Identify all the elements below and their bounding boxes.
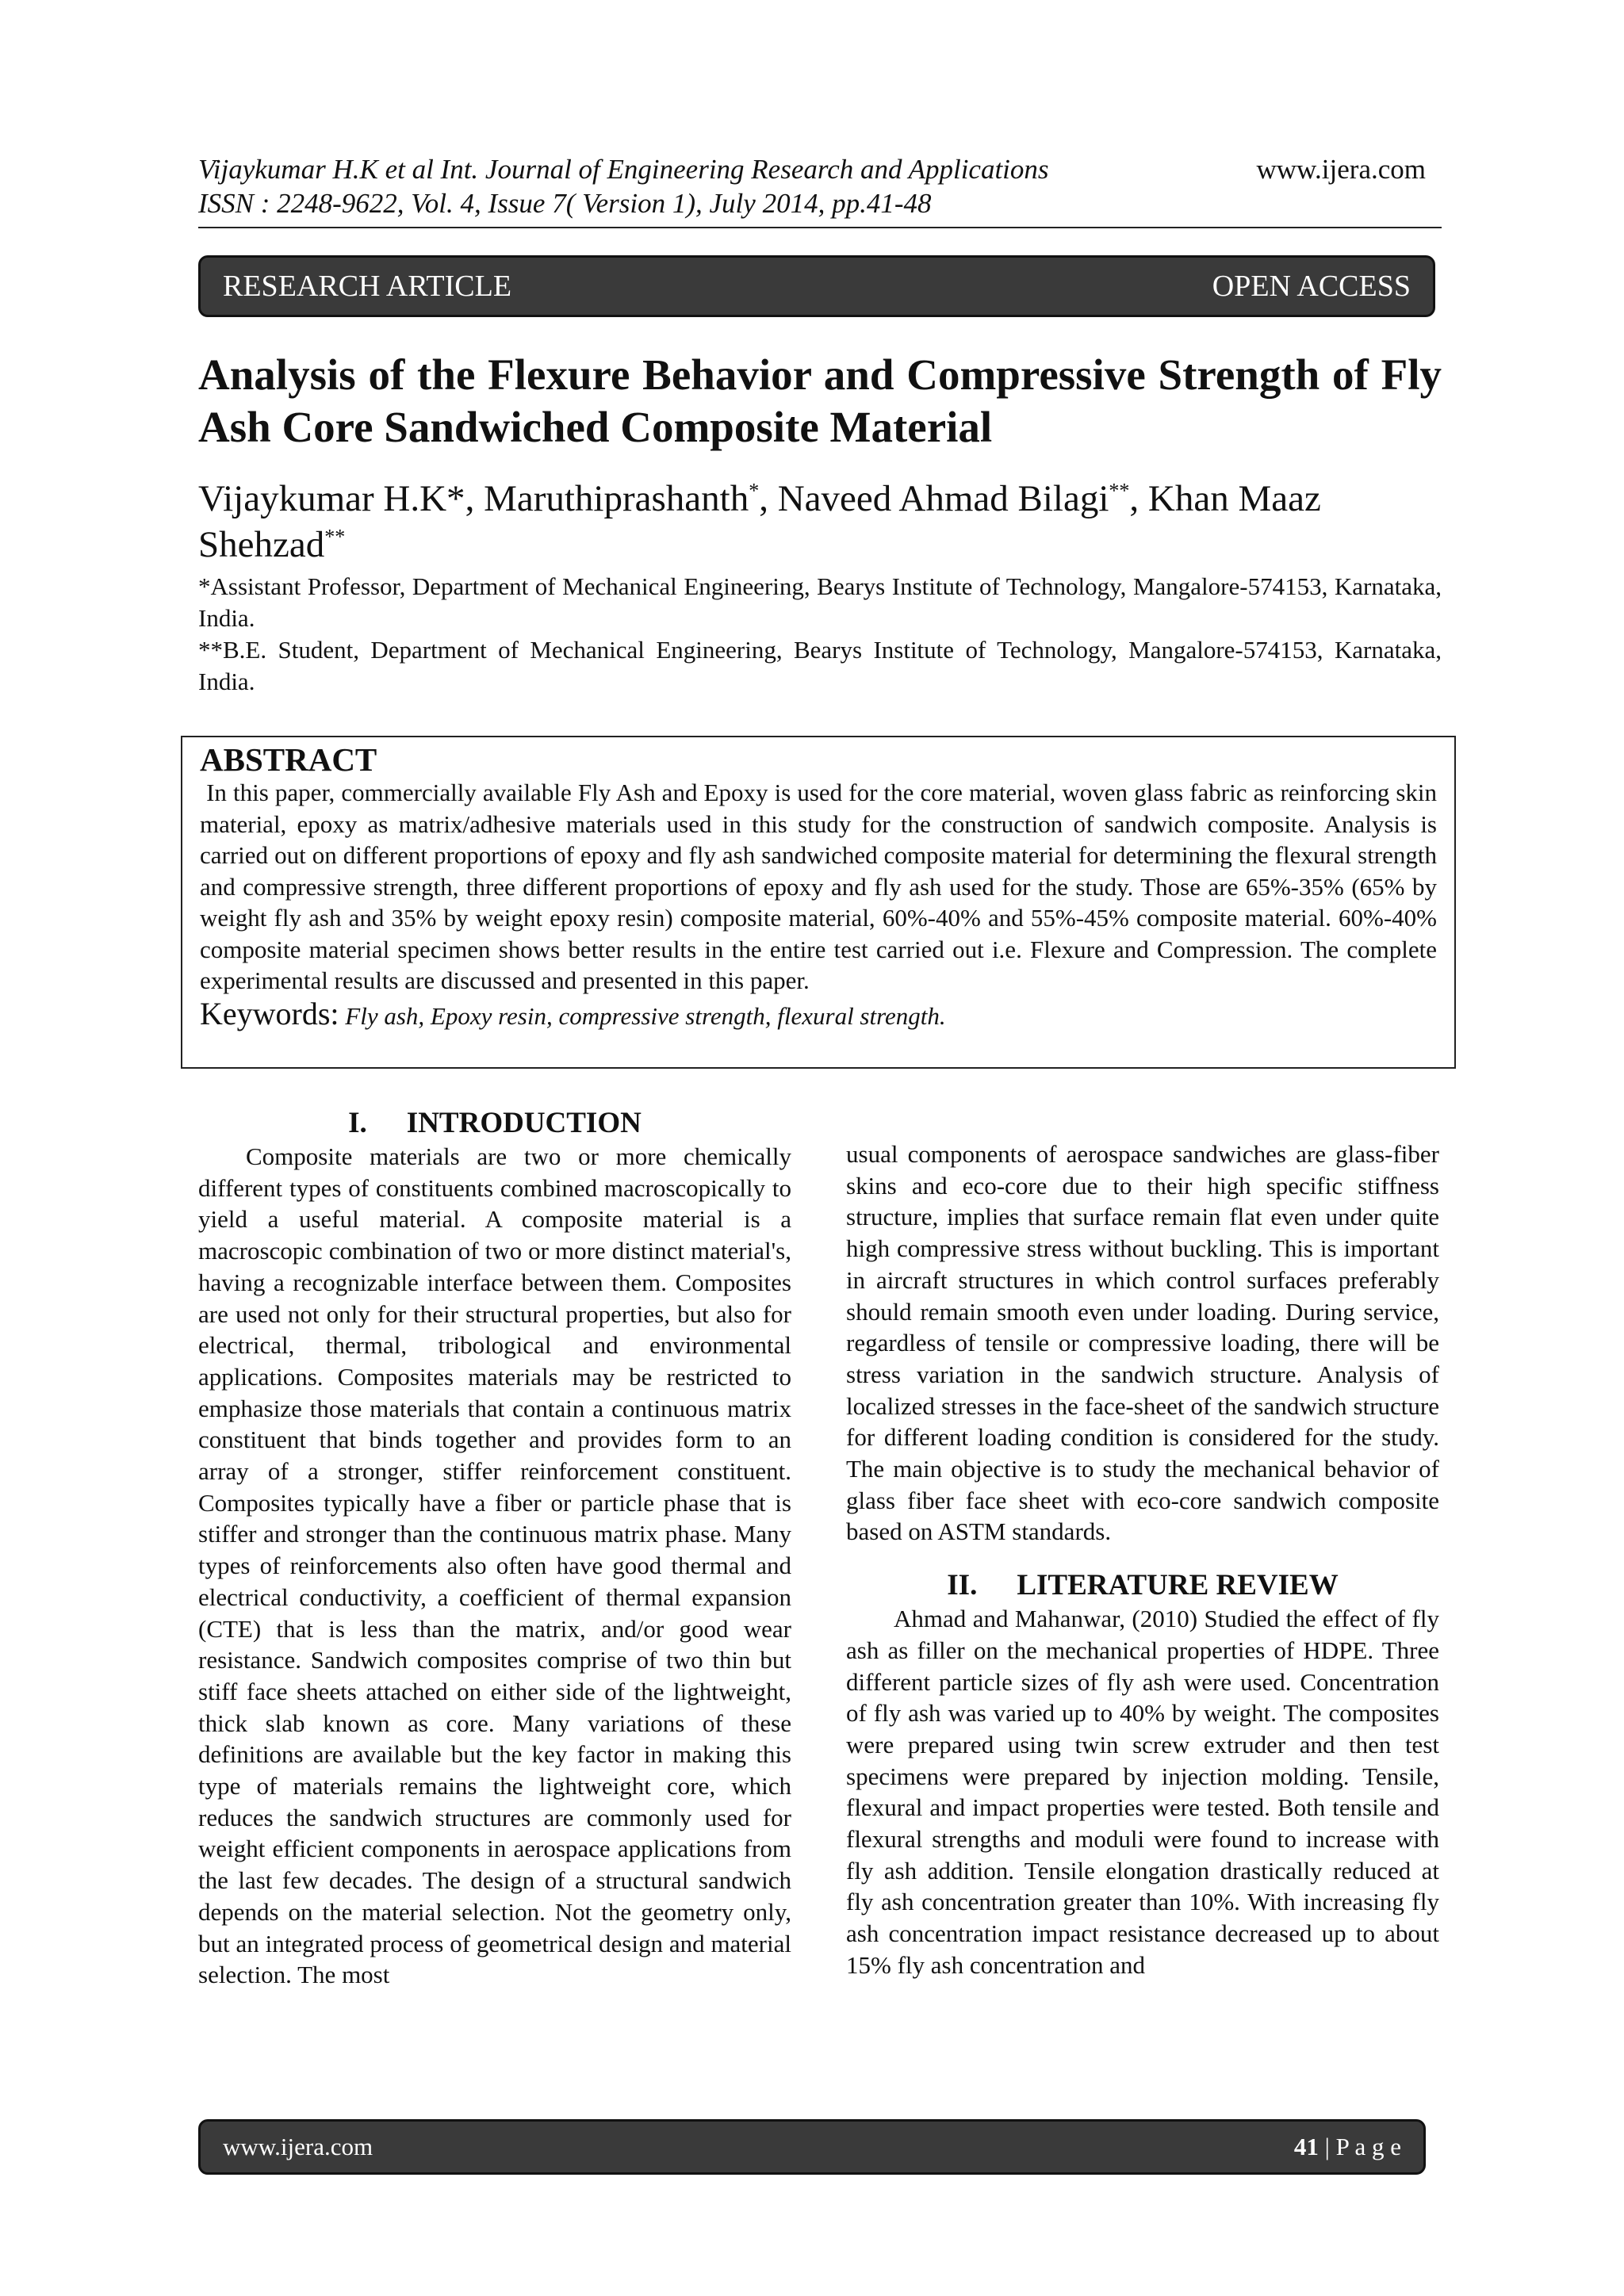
author-name: Khan Maaz Shehzad — [198, 478, 1321, 565]
author-list: Vijaykumar H.K*, Maruthiprashanth*, Naveed Ahmad Bilagi**, Khan Maaz Shehzad** — [198, 478, 1321, 565]
header-divider — [198, 227, 1442, 228]
issn-line: ISSN : 2248-9622, Vol. 4, Issue 7( Version 1), July 2014, pp.41-48 — [198, 188, 932, 219]
author-mark: ** — [324, 525, 346, 549]
affiliation: **B.E. Student, Department of Mechanical Engineering, Bearys Institute of Technology, Mangalore-574153, Karnataka, India. — [198, 636, 1442, 695]
literature-paragraph: Ahmad and Mahanwar, (2010) Studied the effect of fly ash as filler on the mechanical properties of HDPE. Three different particle sizes of fly ash were used. Concentration of fly ash was varied up to 40% by weight. The composites were prepared using twin screw extruder and then test specimens were prepared by injection molding. Tensile, flexural and impact properties were tested. Both tensile and flexural strengths and moduli were found to increase with fly ash addition. Tensile elongation drastically reduced at fly ash concentration greater than 10%. With increasing fly ash concentration impact resistance decreased up to about 15% fly ash concentration and — [846, 1605, 1439, 1979]
keywords-label: Keywords — [200, 995, 331, 1031]
left-column — [198, 1106, 791, 1991]
introduction-paragraph: Composite materials are two or more chemically different types of constituents combined macroscopically to yield a useful material. A composite material is a macroscopic combination of two or more distinct material's, having a recognizable interface between them. Composites are used not only for their structural properties, but also for electrical, thermal, tribological and environmental applications. Composites materials may be restricted to emphasize those materials that contain a continuous matrix constituent that binds together and provides form to an array of a stronger, stiffer reinforcement constituent. Composites typically have a fiber or particle phase that is stiffer and stronger than the continuous matrix phase. Many types of reinforcements also often have good thermal and electrical conductivity, a coefficient of thermal expansion (CTE) that is less than the matrix, and/or good wear resistance. Sandwich composites comprise of two thin but stiff face sheets attached on either side of the lightweight, thick slab known as core. Many variations of these definitions are available but the key factor in making this type of materials remains the lightweight core, which reduces the sandwich structures are commonly used for weight efficient components in aerospace applications from the last few decades. The design of a structural sandwich depends on the material selection. Not the geometry only, but an integrated process of geometrical design and material selection. The most — [198, 1142, 791, 1989]
abstract-box — [181, 736, 1456, 1069]
article-type-banner — [198, 255, 1435, 317]
right-column — [846, 1138, 1439, 1981]
abstract-heading: ABSTRACT — [200, 741, 377, 778]
author-mark: * — [749, 479, 760, 503]
paper-title: Analysis of the Flexure Behavior and Compressive Strength of Fly Ash Core Sandwiched Composite Material — [198, 350, 1442, 451]
introduction-continuation: usual components of aerospace sandwiches are glass-fiber skins and eco-core due to their high specific stiffness structure, implies that surface remain flat even under quite high compressive stress without buckling. This is important in aircraft structures in which control surfaces preferably should remain smooth even under loading. During service, regardless of tensile or compressive loading, there will be stress variation in the sandwich structure. Analysis of localized stresses in the face-sheet of the sandwich structure for different loading condition is considered for the study. The main objective is to study the mechanical behavior of glass fiber face sheet with eco-core sandwich composite based on ASTM standards. — [846, 1140, 1439, 1546]
running-header — [198, 152, 1229, 220]
page-number: 41 — [1293, 2133, 1319, 2160]
section-heading-introduction — [198, 1106, 791, 1141]
section-heading-literature-review — [846, 1568, 1439, 1603]
affiliations — [198, 571, 1442, 698]
abstract-body: In this paper, commercially available Fly Ash and Epoxy is used for the core material, woven glass fabric as reinforcing skin material, epoxy as matrix/adhesive materials used in this study for the construction of sandwich composite. Analysis is carried out on different proportions of epoxy and fly ash sandwiched composite material for determining the flexural strength and compressive strength, three different proportions of epoxy and fly ash used for the study. Those are 65%-35% (65% by weight fly ash and 35% by weight epoxy resin) composite material, 60%-40% and 55%-45% composite material. 60%-40% composite material specimen shows better results in the entire test carried out i.e. Flexure and Compression. The complete experimental results are discussed and presented in this paper. — [200, 779, 1438, 994]
author-name: Vijaykumar H.K* — [198, 478, 465, 519]
journal-line: Vijaykumar H.K et al Int. Journal of Engineering Research and Applications — [198, 154, 1049, 185]
section-title: INTRODUCTION — [406, 1107, 642, 1139]
header-website: www.ijera.com — [1256, 154, 1426, 185]
keywords: Keywords: Fly ash, Epoxy resin, compressive strength, flexural strength. — [200, 995, 946, 1031]
affiliation: *Assistant Professor, Department of Mechanical Engineering, Bearys Institute of Technology, Mangalore-574153, Karnataka, India. — [198, 572, 1442, 632]
abstract-text — [200, 777, 1437, 997]
page-indicator — [1294, 2133, 1401, 2161]
keywords-text: Fly ash, Epoxy resin, compressive strength, flexural strength. — [345, 1001, 946, 1030]
author-name: Naveed Ahmad Bilagi — [777, 478, 1109, 519]
footer-website: www.ijera.com — [223, 2133, 373, 2160]
page-footer — [198, 2119, 1426, 2175]
banner-research-article: RESEARCH ARTICLE — [223, 270, 512, 303]
section-number: II. — [947, 1569, 978, 1602]
page-label: | P a g e — [1324, 2133, 1401, 2160]
banner-open-access: OPEN ACCESS — [1212, 270, 1411, 303]
author-mark: ** — [1109, 479, 1130, 503]
section-title: LITERATURE REVIEW — [1017, 1569, 1339, 1602]
author-name: Maruthiprashanth — [484, 478, 749, 519]
section-number: I. — [348, 1107, 367, 1139]
